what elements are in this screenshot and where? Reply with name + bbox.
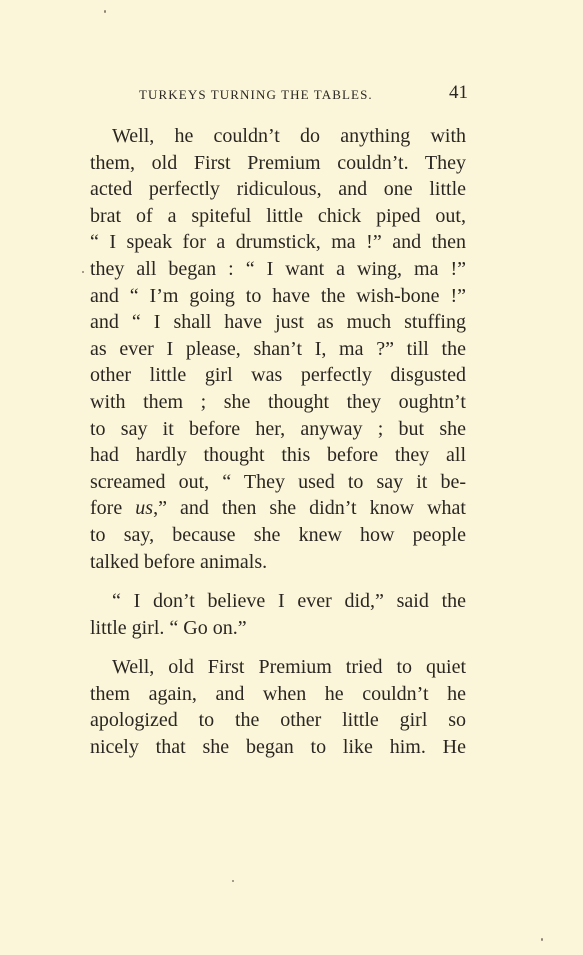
- text-line: and “ I’m going to have the wish-bone !”: [90, 284, 466, 307]
- running-head: [90, 84, 468, 108]
- text-line: nicely that she began to like him. He: [90, 736, 466, 759]
- paragraph-2: [90, 588, 466, 641]
- text-line: to say it before her, anyway ; but she: [90, 417, 466, 440]
- paragraph-3: [90, 654, 466, 760]
- text-line: fore us,” and then she didn’t know what: [90, 497, 466, 520]
- page-number: 41: [449, 82, 468, 103]
- text-line: Well, old First Premium tried to quiet: [112, 656, 466, 679]
- paper-speck: [104, 10, 106, 13]
- text-line: them again, and when he couldn’t he: [90, 682, 466, 705]
- text-line: little girl. “ Go on.”: [90, 616, 247, 639]
- paragraph-1: [90, 123, 466, 575]
- text-line: as ever I please, shan’t I, ma ?” till the: [90, 337, 466, 360]
- body-text: [90, 123, 466, 761]
- text-line: acted perfectly ridiculous, and one little: [90, 178, 466, 201]
- paper-speck: [541, 938, 543, 941]
- text-line: apologized to the other little girl so: [90, 709, 466, 732]
- running-title: TURKEYS TURNING THE TABLES.: [139, 87, 373, 102]
- text-line: other little girl was perfectly disgusted: [90, 364, 466, 387]
- text-line: and “ I shall have just as much stuffing: [90, 311, 466, 334]
- text-line: “ I speak for a drumstick, ma !” and then: [90, 231, 466, 254]
- text-line: screamed out, “ They used to say it be-: [90, 470, 466, 493]
- text-line: brat of a spiteful little chick piped out,: [90, 204, 466, 227]
- paper-speck: [82, 271, 84, 273]
- paper-speck: [232, 880, 234, 882]
- text-line: had hardly thought this before they all: [90, 444, 466, 467]
- text-line: with them ; she thought they oughtn’t: [90, 390, 466, 413]
- text-line: them, old First Premium couldn’t. They: [90, 151, 466, 174]
- text-line: “ I don’t believe I ever did,” said the: [112, 590, 466, 613]
- text-line: they all began : “ I want a wing, ma !”: [90, 257, 466, 280]
- text-line: Well, he couldn’t do anything with: [112, 125, 466, 147]
- text-line: to say, because she knew how people: [90, 523, 466, 546]
- text-line: talked before animals.: [90, 550, 268, 573]
